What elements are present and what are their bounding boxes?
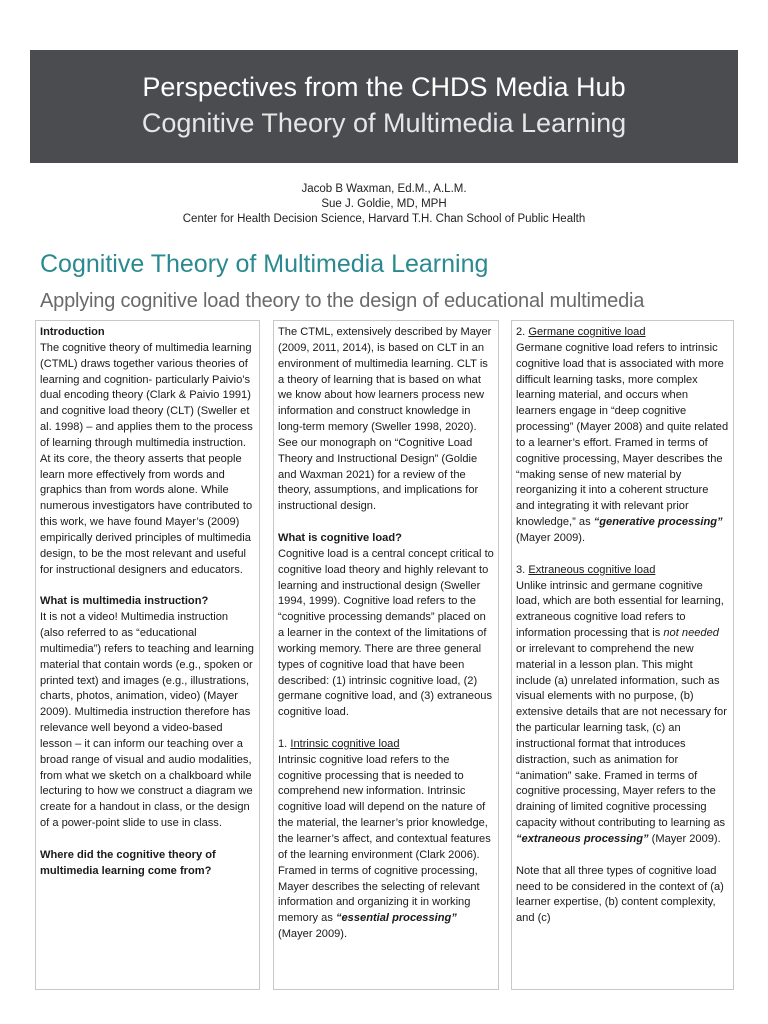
author-block bbox=[0, 182, 768, 227]
term-generative-processing: “generative processing” bbox=[593, 516, 723, 529]
subheading-germane bbox=[516, 325, 729, 341]
subheading-label: Extraneous cognitive load bbox=[528, 563, 656, 576]
header-banner bbox=[30, 50, 738, 163]
subheading-number: 2. bbox=[516, 326, 526, 338]
citation: (Mayer 2009). bbox=[651, 833, 721, 845]
paragraph-intrinsic bbox=[278, 753, 494, 943]
banner-title: Perspectives from the CHDS Media Hub bbox=[142, 72, 626, 102]
banner-subtitle: Cognitive Theory of Multimedia Learning bbox=[141, 108, 627, 138]
document-title: Cognitive Theory of Multimedia Learning bbox=[40, 250, 489, 278]
subheading-label: Intrinsic cognitive load bbox=[290, 737, 400, 750]
term-essential-processing: “essential processing” bbox=[335, 912, 457, 925]
subheading-label: Germane cognitive load bbox=[528, 326, 646, 338]
subheading-number: 1. bbox=[278, 737, 288, 750]
subheading-intrinsic bbox=[278, 737, 494, 753]
term-extraneous-processing: “extraneous processing” bbox=[516, 833, 649, 845]
text-column-1 bbox=[35, 320, 260, 990]
paragraph-germane bbox=[516, 341, 729, 547]
subheading-extraneous bbox=[516, 563, 729, 579]
paragraph-note: Note that all three types of cognitive load need to be considered in the context of (a) learner expertise, (b) content complexity, and (c) bbox=[516, 864, 724, 925]
section-heading-origin: Where did the cognitive theory of multimedia learning come from? bbox=[40, 848, 216, 877]
emphasis-not-needed: not needed bbox=[663, 627, 719, 640]
paragraph-text: Unlike intrinsic and germane cognitive load, which are both essential for learning, extraneous cognitive load refers to information processing that is bbox=[516, 579, 724, 640]
paragraph-introduction: The cognitive theory of multimedia learning (CTML) draws together various theories of learning and cognition- particularly Paivio’s dual encoding theory (Clark & Paivio 1991) and cognitive load theory (CLT) (Sweller et al. 1998) – and applies them to the process of learning through multimedia instruction. At its core, the theory asserts that people learn more effectively from words and graphics than from words alone. While numerous investigators have contributed to this work, we have found Mayer’s (2009) empirically derived principles of multimedia design, to be the most relevant and useful for instructional designers and educators. bbox=[40, 341, 253, 576]
citation: (Mayer 2009). bbox=[278, 928, 348, 941]
section-heading-introduction: Introduction bbox=[40, 326, 105, 338]
text-column-2 bbox=[273, 320, 499, 990]
paragraph-extraneous bbox=[516, 579, 729, 848]
paragraph-multimedia-instruction: It is not a video! Multimedia instruction (also referred to as “educational multimedia”) refers to teaching and learning material that contain words (e.g., spoken or printed text) and images (e.g., illustrations, charts, photos, animation, video) (Mayer 2009). Multimedia instruction therefore has relevance well beyond a video-based lesson – it can inform our teaching over a broad range of visual and audio modalities, from what we sketch on a chalkboard while lecturing to how we construct a diagram we create for a handout in class, or the design of a power-point slide to use in class. bbox=[40, 611, 254, 830]
author-1: Jacob B Waxman, Ed.M., A.L.M. bbox=[301, 183, 467, 195]
paragraph-text: Germane cognitive load refers to intrinsic cognitive load that is associated with more difficult learning tasks, more complex learning material, and occurs when learners engage in “deep cognitive processing” (Mayer 2008) and quite related to a learner’s effort. Framed in terms of cognitive processing, Mayer describes the “making sense of new material by reorganizing it into a coherent structure and integrating it with relevant prior knowledge,” as bbox=[516, 341, 729, 529]
paragraph-text: Intrinsic cognitive load refers to the cognitive processing that is needed to comprehend new information. Intrinsic cognitive load will depend on the nature of the material, the learner’s prior knowledge, the learner’s affect, and contextual features of the learning environment (Clark 2006). Framed in terms of cognitive processing, Mayer describes the selecting of relevant information and organizing it in working memory as bbox=[278, 753, 491, 925]
author-2: Sue J. Goldie, MD, MPH bbox=[321, 198, 447, 210]
section-heading-multimedia-instruction: What is multimedia instruction? bbox=[40, 595, 209, 608]
subheading-number: 3. bbox=[516, 563, 526, 576]
document-subtitle: Applying cognitive load theory to the design of educational multimedia bbox=[40, 290, 645, 312]
section-heading-cognitive-load: What is cognitive load? bbox=[278, 531, 402, 544]
paragraph-ctml: The CTML, extensively described by Mayer (2009, 2011, 2014), is based on CLT in an environment of multimedia learning. CLT is a theory of learning that is based on what we know about how learners process new information and construct knowledge in long-term memory (Sweller 1998, 2020). See our monograph on “Cognitive Load Theory and Instructional Design” (Goldie and Waxman 2021) for a review of the theory, assumptions, and implications for instructional design. bbox=[278, 326, 492, 513]
paragraph-cognitive-load: Cognitive load is a central concept critical to cognitive load theory and highly relevant to learning and instructional design (Sweller 1994, 1999). Cognitive load refers to the “cognitive processing demands” placed on a learner in the context of the limitations of working memory. There are three general types of cognitive load that have been described: (1) intrinsic cognitive load, (2) germane cognitive load, and (3) extraneous cognitive load. bbox=[278, 547, 494, 719]
affiliation: Center for Health Decision Science, Harvard T.H. Chan School of Public Health bbox=[182, 213, 586, 225]
text-column-3 bbox=[511, 320, 734, 990]
paragraph-text: or irrelevant to comprehend the new material in a lesson plan. This might include (a) unrelated information, such as visual elements with no purpose, (b) extensive details that are not necessary for the particular learning task, (c) an instructional format that introduces distraction, such as animation for “animation” sake. Framed in terms of cognitive processing, Mayer refers to the draining of limited cognitive processing capacity without contributing to learning as bbox=[516, 642, 727, 830]
citation: (Mayer 2009). bbox=[516, 531, 586, 544]
